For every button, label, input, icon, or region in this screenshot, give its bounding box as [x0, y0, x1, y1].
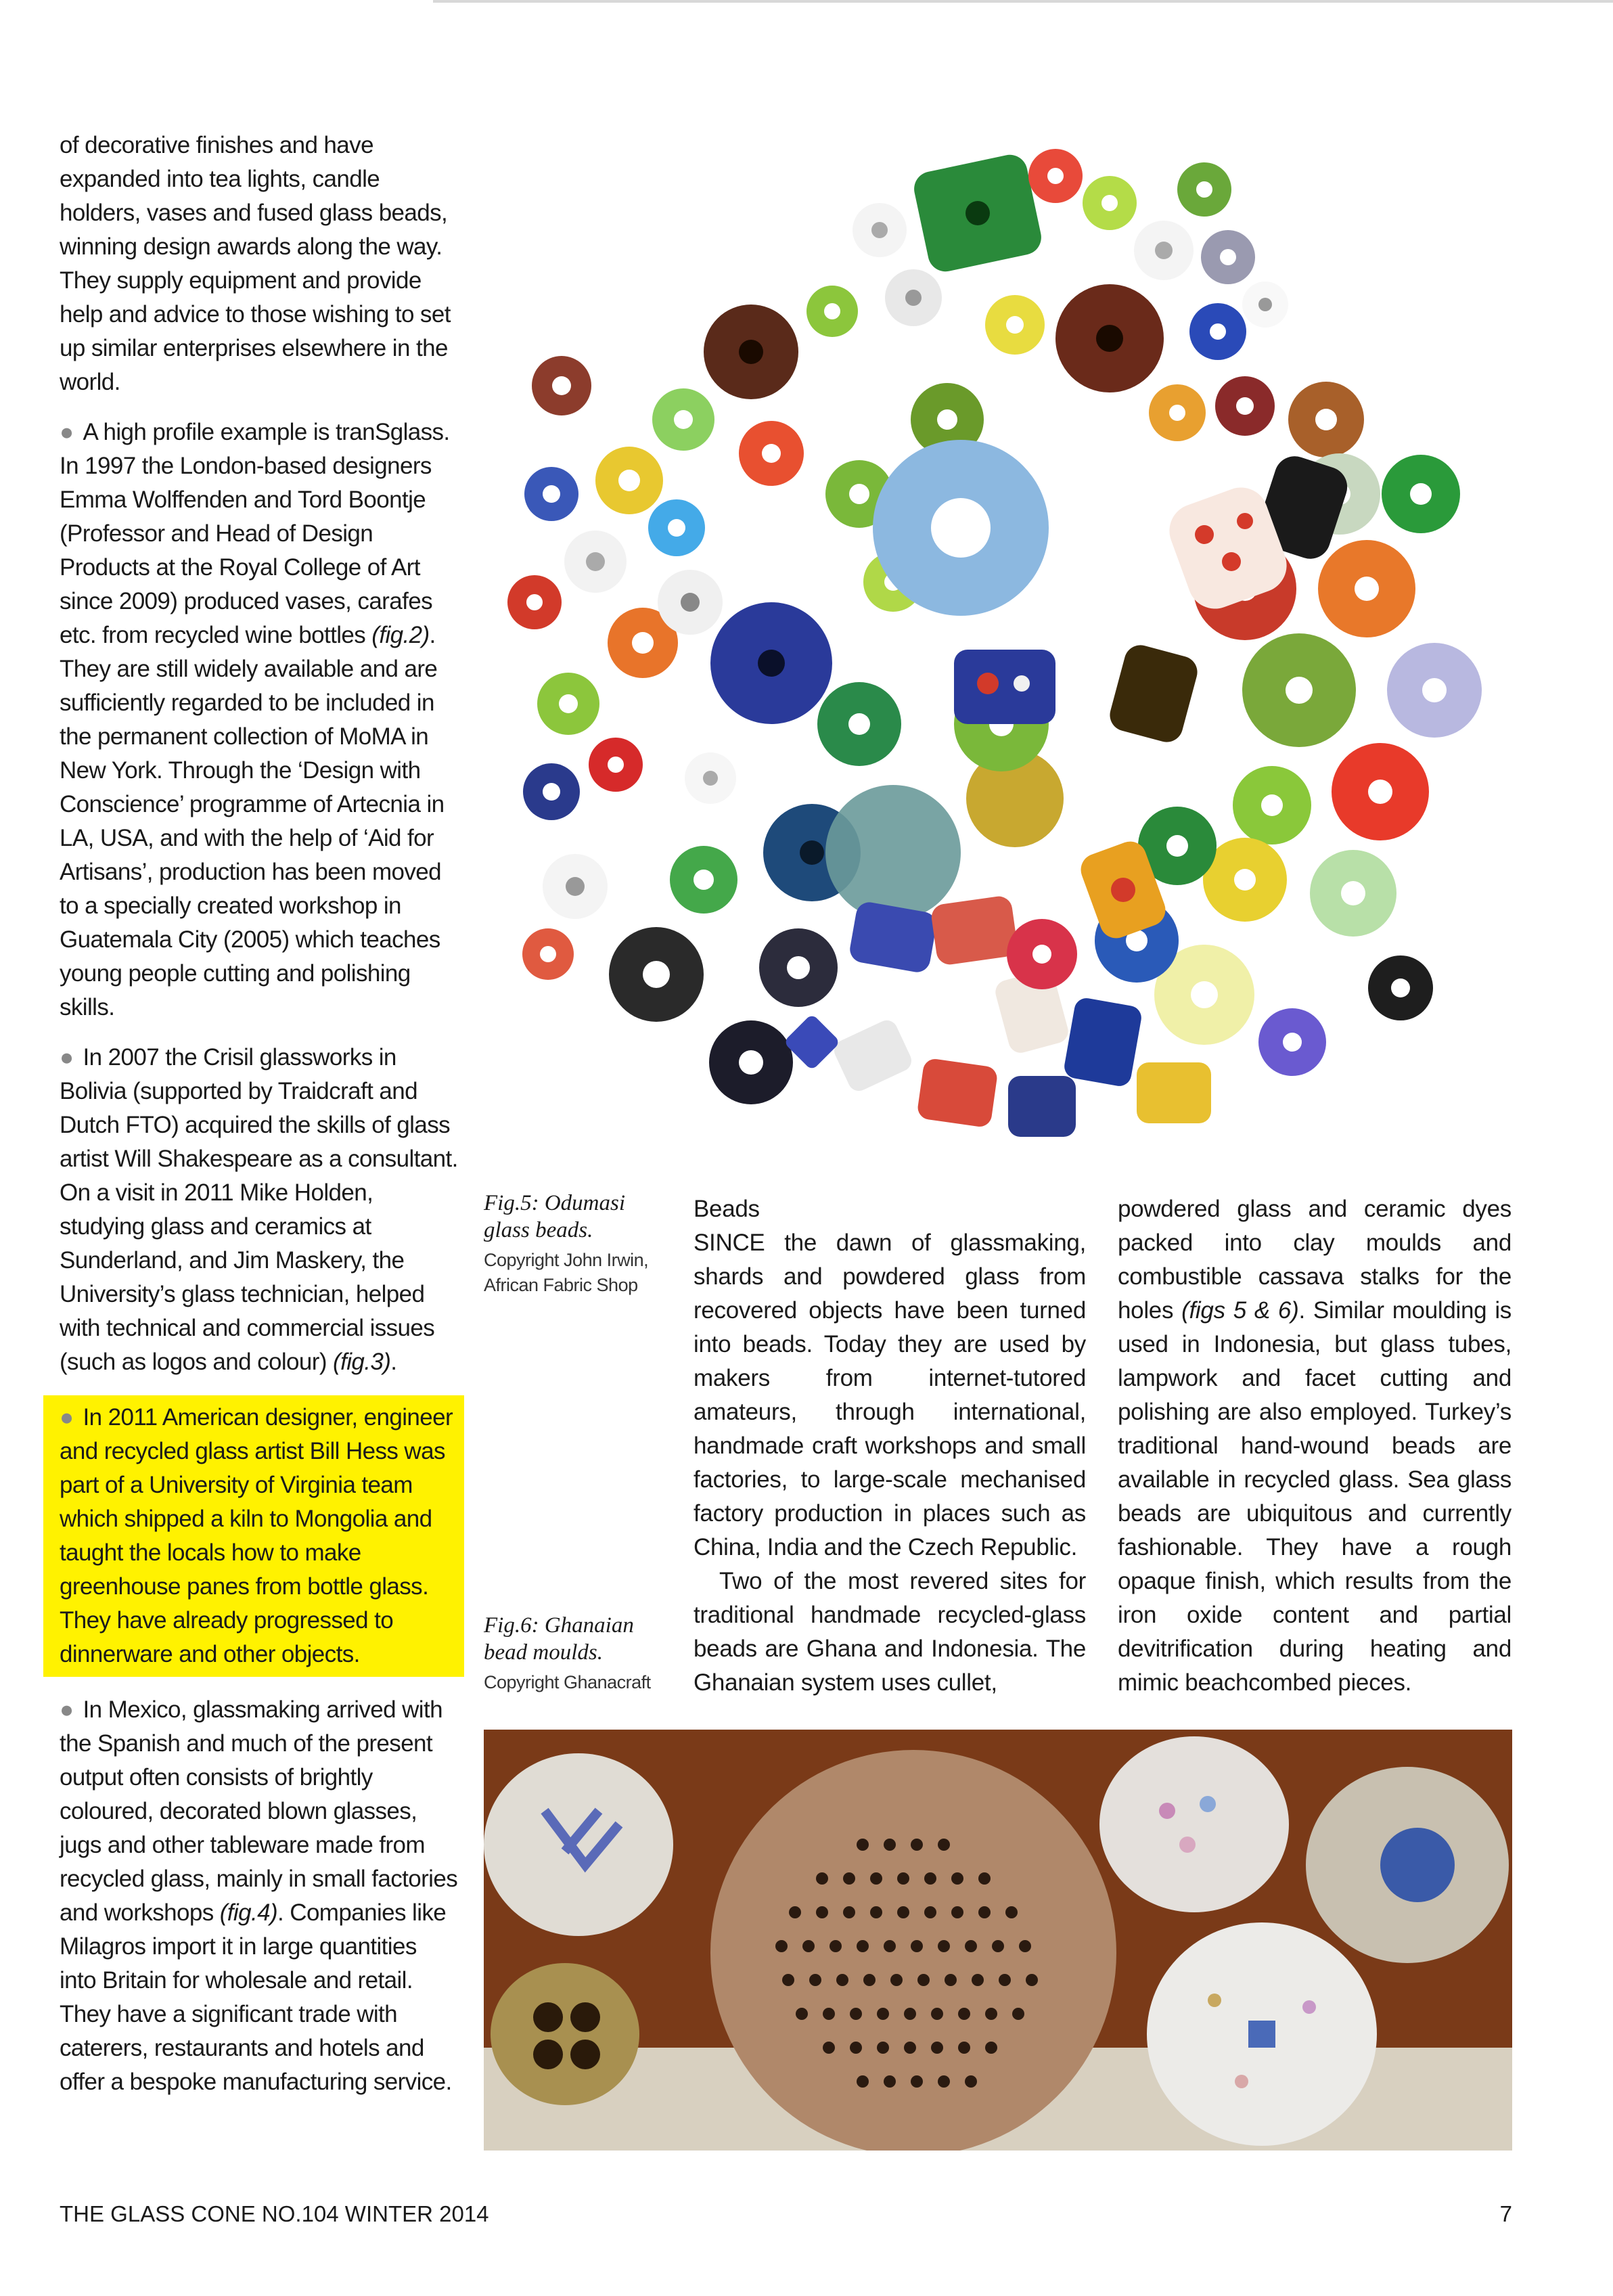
article-heading: Beads — [694, 1196, 760, 1222]
bullet: ● — [60, 1044, 74, 1071]
figure-reference: (fig.4) — [219, 1899, 278, 1926]
paragraph-text: powdered glass and ceramic dyes packed into clay moulds and combustible cassava stalks for the holes — [1118, 1196, 1512, 1324]
caption-fig6-title: Fig.6: Ghanaian bead moulds. — [484, 1613, 634, 1665]
paragraph-crisil — [60, 1041, 459, 1379]
figure-glass-beads-photo — [487, 115, 1543, 1177]
figure-reference: (fig.3) — [333, 1349, 391, 1375]
paragraph-text: . They are still widely available and are sufficiently regarded to be included in the permanent collection of MoMA in New York. Through the ‘Design with Conscience’ programme of Artecnia in LA, USA, and with the help of ‘Aid for Artisans’, production has been moved to a specially created workshop in Guatemala City (2005) which teaches young people cutting and polishing skills. — [60, 622, 445, 1020]
paragraph-text: A high profile example is tranSglass. In 1997 the London-based designers Emma Wolffenden and Tord Boontje (Professor and Head of Design Products at the Royal College of Art since 2009) produced vases, carafes etc. from recycled wine bottles — [60, 419, 450, 648]
caption-fig5-title: Fig.5: Odumasi glass beads. — [484, 1191, 625, 1242]
paragraph-mexico — [60, 1693, 459, 2099]
footer-publication: THE GLASS CONE NO.104 WINTER 2014 — [60, 2201, 489, 2226]
paragraph-text: . Companies like Milagros import it in large quantities into Britain for wholesale and retail. They have a significant trade with caterers, restaurants and hotels and offer a bespoke manufacturing service. — [60, 1899, 452, 2095]
bullet: ● — [60, 419, 74, 445]
glass-beads-illustration — [487, 115, 1543, 1177]
paragraph-text: . Similar moulding is used in Indonesia, but glass tubes, lampwork and facet cutting and polishing are also employed. Turkey’s traditional hand-wound beads are available in recycled glass. Sea glass beads are ubiquitous and currently fashionable. They have a rough opaque finish, which results from the iron oxide content and partial devitrification during heating and mimic beachcombed pieces. — [1118, 1297, 1512, 1696]
article-paragraph: Two of the most revered sites for traditional handmade recycled-glass beads are Ghana and Indonesia. The Ghanaian system uses cullet, — [694, 1568, 1086, 1696]
bullet: ● — [60, 1404, 74, 1431]
caption-fig6-credit: Copyright Ghanacraft — [484, 1672, 651, 1692]
paragraph-text: In 2011 American designer, engineer and recycled glass artist Bill Hess was part of a University of Virginia team which shipped a kiln to Mongolia and taught the locals how to make greenhouse panes from bottle glass. They have already progressed to dinnerware and other objects. — [60, 1404, 453, 1667]
caption-fig6 — [484, 1612, 666, 1695]
figure-bead-moulds-photo — [484, 1730, 1512, 2151]
bead-moulds-illustration — [484, 1730, 1512, 2151]
bead-cluster — [507, 149, 1482, 1137]
highlighted-paragraph-bill-hess — [43, 1395, 464, 1677]
caption-fig5-credit: Copyright John Irwin, African Fabric Shop — [484, 1250, 649, 1295]
figure-reference: (figs 5 & 6) — [1181, 1297, 1299, 1324]
top-rule — [433, 0, 1613, 3]
article-column-1 — [694, 1192, 1086, 1700]
left-column — [60, 129, 459, 2115]
article-column-2 — [1118, 1192, 1512, 1700]
paragraph-text: In Mexico, glassmaking arrived with the Spanish and much of the present output often consists of brightly coloured, decorated blown glasses, jugs and other tableware made from recycled glass, mainly in small factories and workshops — [60, 1696, 458, 1926]
article-paragraph — [1118, 1192, 1512, 1700]
bullet: ● — [60, 1696, 74, 1723]
article-paragraph: SINCE the dawn of glassmaking, shards and powdered glass from recovered objects have been turned into beads. Today they are used by makers from internet-tutored amateurs, through international, handmade craft workshops and small factories, to large-scale mechanised factory production in places such as China, India and the Czech Republic. — [694, 1230, 1086, 1560]
paragraph-decorative-finishes: of decorative finishes and have expanded into tea lights, candle holders, vases and fused glass beads, winning design awards along the way. They supply equipment and provide help and advice to those wishing to set up similar enterprises elsewhere in the world. — [60, 132, 451, 395]
paragraph-text: . — [390, 1349, 397, 1375]
paragraph-text: In 2007 the Crisil glassworks in Bolivia (supported by Traidcraft and Dutch FTO) acquired the skills of glass artist Will Shakespeare as a consultant. On a visit in 2011 Mike Holden, studying glass and ceramics at Sunderland, and Jim Maskery, the University’s glass technician, helped with technical and commercial issues (such as logos and colour) — [60, 1044, 458, 1375]
paragraph-transglass — [60, 415, 459, 1025]
caption-fig5 — [484, 1190, 666, 1298]
page-number: 7 — [1499, 2201, 1512, 2226]
figure-reference: (fig.2) — [371, 622, 430, 648]
